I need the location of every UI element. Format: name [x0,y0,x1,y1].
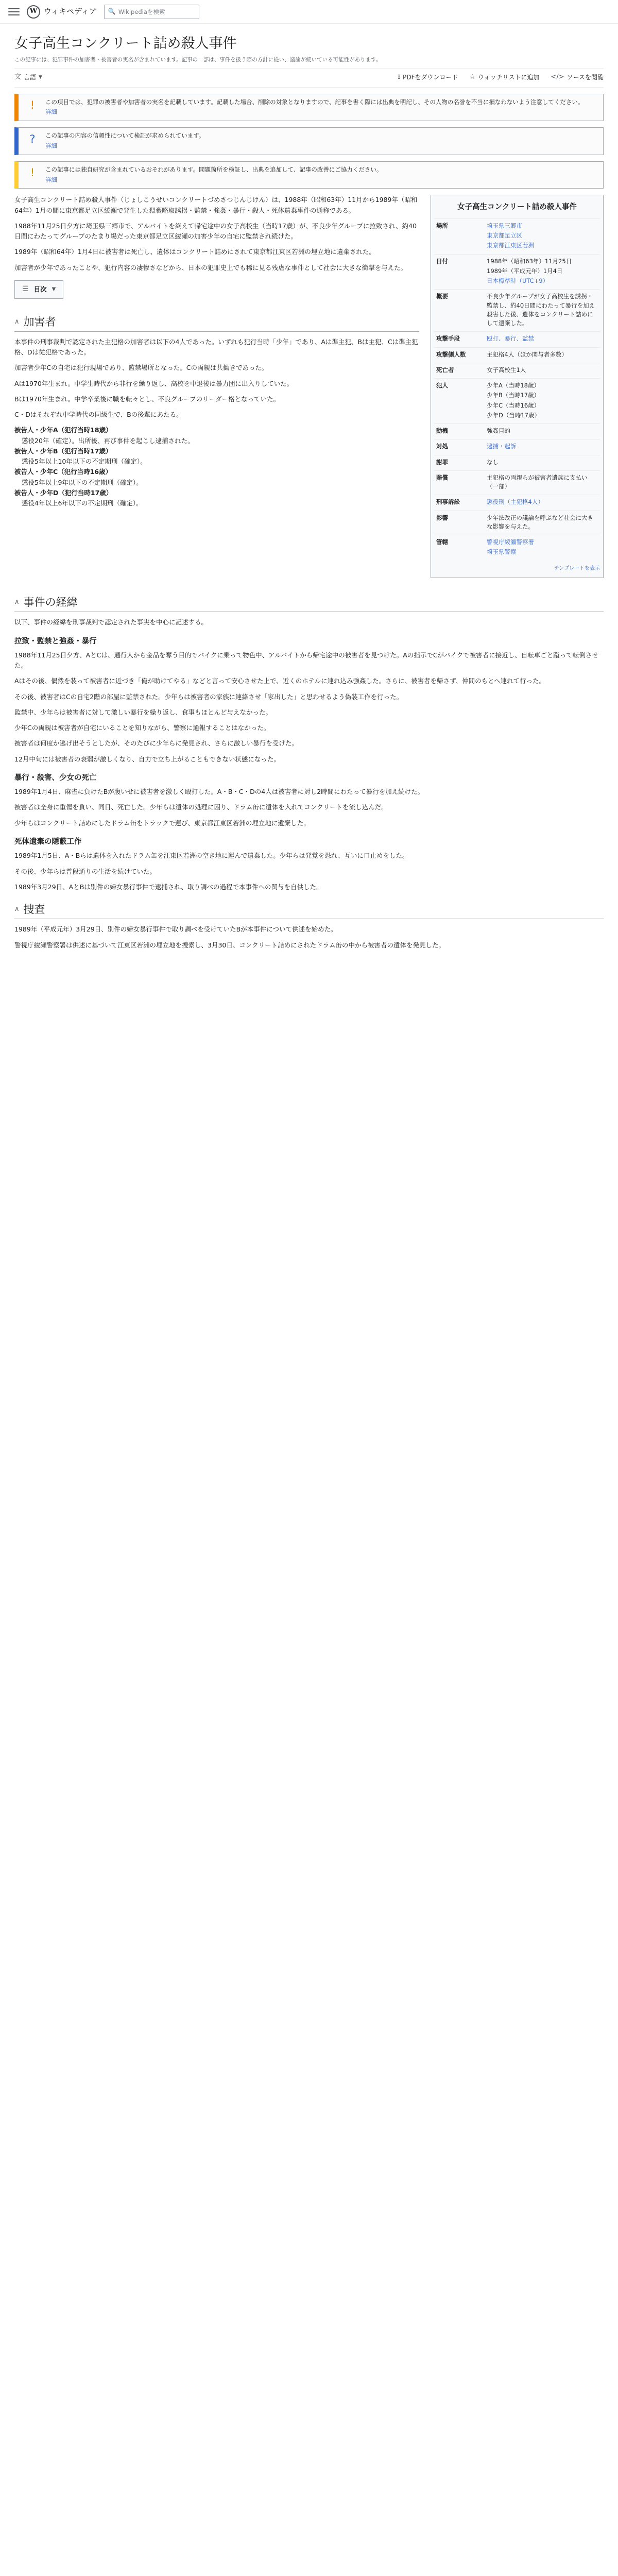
section-paragraph: 1989年3月29日、AとBは別件の婦女暴行事件で逮捕され、取り調べの過程で本事件への関与を自供した。 [14,883,323,891]
chevron-down-icon: ▼ [52,286,56,292]
chevron-down-icon: ▼ [39,74,42,80]
infobox-value: 少年C（当時16歳） [487,401,540,409]
wikipedia-globe-icon: W [27,5,40,19]
notice-detail-link[interactable]: 詳細 [45,176,57,183]
infobox-value: 不良少年グループが女子高校生を誘拐・監禁し、約40日間にわたって暴行を加え殺害した後、遺体をコンクリート詰めにして遺棄した。 [487,293,595,327]
infobox-title: 女子高生コンクリート詰め殺人事件 [457,203,577,212]
infobox-label: 管轄 [436,538,448,546]
page-body [0,35,618,951]
section-heading-investigation[interactable] [14,903,604,919]
translate-icon: 文 [14,73,22,81]
language-button[interactable] [14,72,42,82]
section-paragraph: 少年らはコンクリート詰めにしたドラム缶をトラックで運び、東京都江東区若洲の埋立地に遺棄した。 [14,819,310,827]
infobox-row-jurisdiction [434,535,600,561]
notice-box [14,94,604,122]
section-heading-timeline[interactable] [14,596,604,612]
infobox-label: 攻撃側人数 [436,350,466,358]
article-content [14,195,604,950]
pdf-download-label: PDFをダウンロード [403,74,458,81]
infobox-value: 少年D（当時17歳） [487,411,540,419]
infobox-link[interactable]: 埼玉県警察 [487,548,517,556]
infobox-link[interactable]: 殴打、暴行、監禁 [487,335,534,343]
infobox-label: 影響 [436,514,448,521]
section-paragraph: 1989年1月5日、A・Bらは遺体を入れたドラム缶を江東区若洲の空き地に運んで遺棄した。少年らは発覚を恐れ、互いに口止めをした。 [14,852,409,860]
infobox-row-deaths [434,363,600,378]
lead-paragraph: 加害者が少年であったことや、犯行内容の凄惨さなどから、日本の犯罪史上でも稀に見る残虐な事件として社会に大きな衝撃を与えた。 [14,263,407,272]
section-paragraph: 監禁中、少年らは被害者に対して激しい暴行を繰り返し、食事もほとんど与えなかった。 [14,708,272,716]
section-paragraph: その後、少年らは普段通りの生活を続けていた。 [14,867,157,875]
watchlist-button[interactable] [469,72,539,82]
section-paragraph: Aはその後、偶然を装って被害者に近づき「俺が助けてやる」などと言って安心させた上で、近くのホテルに連れ込み強姦した。さらに、被害者を帰さず、仲間のもとへ連れて行った。 [14,677,546,685]
infobox-value: 1988年（昭和63年）11月25日 [487,257,572,265]
perpetrator-term: 被告人・少年A（犯行当時18歳） [14,426,112,434]
infobox-label: 場所 [436,222,448,229]
section-paragraph: 以下、事件の経緯を刑事裁判で認定された事実を中心に記述する。 [14,618,208,626]
infobox-value: 少年B（当時17歳） [487,392,540,399]
perpetrator-desc: 懲役5年以上9年以下の不定期刑（確定）。 [22,478,143,486]
perpetrator-term: 被告人・少年D（犯行当時17歳） [14,488,113,497]
infobox [431,195,604,578]
notice-text: この記事には独自研究が含まれているおそれがあります。問題箇所を検証し、出典を追加して、記事の改善にご協力ください。 [45,165,383,173]
section-heading-perpetrators[interactable] [14,315,419,332]
star-icon: ☆ [469,73,476,81]
section-title: 事件の経緯 [23,596,78,609]
search-icon: 🔍 [108,8,116,15]
infobox-label: 概要 [436,293,448,300]
infobox-value: 主犯格4人（ほか関与者多数） [487,350,568,358]
view-source-label: ソースを閲覧 [566,74,604,81]
infobox-value: 少年A（当時18歳） [487,382,540,389]
warning-icon: ! [30,166,35,179]
collapse-chevron-icon: ∧ [14,317,20,326]
infobox-row-summary [434,289,600,331]
subsection-heading: 暴行・殺害、少女の死亡 [14,773,97,782]
notice-detail-link[interactable]: 詳細 [45,108,57,116]
infobox-value: 少年法改正の議論を呼ぶなど社会に大きな影響を与えた。 [487,514,593,530]
warning-icon: ! [30,99,35,112]
perpetrator-term: 被告人・少年B（犯行当時17歳） [14,447,112,455]
infobox-label: 日付 [436,257,448,265]
download-icon: ⭳ [398,73,401,81]
infobox-link[interactable]: 東京都足立区 [487,232,522,240]
infobox-link[interactable]: 懲役刑（主犯格4人） [487,498,544,506]
notice-box [14,161,604,189]
collapse-chevron-icon: ∧ [14,905,20,913]
infobox-link[interactable]: 埼玉県三郷市 [487,222,522,229]
notice-box [14,127,604,155]
infobox-row-criminal-case [434,495,600,510]
infobox-value: 1989年（平成元年）1月4日 [487,267,563,275]
subsection-heading: 死体遺棄の隠蔽工作 [14,837,82,846]
search-input[interactable] [118,8,195,15]
perpetrator-desc: 懲役5年以上10年以下の不定期刑（確定）。 [22,457,147,466]
notice-text: この項目では、犯罪の被害者や加害者の実名を記載しています。記載した場合、削除の対象となりますので、記事を書く際には出典を明記し、その人物の名誉を不当に損なわないよう注意してください。 [45,98,584,106]
section-paragraph: 本事件の刑事裁判で認定された主犯格の加害者は以下の4人であった。いずれも犯行当時「少年」であり、Aは準主犯、Bは主犯、Cは準主犯格、Dは従犯格であった。 [14,337,418,357]
list-icon: ☰ [22,284,29,293]
section-paragraph: 1988年11月25日夕方、AとCは、通行人から金品を奪う目的でバイクに乗って物色中、アルバイトから帰宅途中の被害者を見つけた。Aの指示でCがバイクで被害者に接近し、自転車ごと蹴って転倒させた。 [14,651,598,670]
code-icon: </> [551,73,564,81]
site-logo[interactable] [27,5,97,19]
view-source-button[interactable] [551,72,604,82]
infobox-link[interactable]: 東京都江東区若洲 [487,242,534,249]
infobox-label: 賠償 [436,473,448,481]
menu-icon[interactable] [8,8,20,15]
page-tagline: この記事には、犯罪事件の加害者・被害者の実名が含まれています。記事の一部は、事件を扱う際の方針に従い、議論が続いている可能性があります。 [14,56,382,63]
collapse-chevron-icon: ∧ [14,598,20,606]
infobox-link[interactable]: 警視庁綾瀬警察署 [487,538,534,546]
section-title: 加害者 [23,315,56,328]
lead-paragraph: 1989年（昭和64年）1月4日に被害者は死亡し、遺体はコンクリート詰めにされて東京都江東区若洲の埋立地に遺棄された。 [14,248,375,256]
section-paragraph: C・Dはそれぞれ中学時代の同級生で、Bの後輩にあたる。 [14,411,183,419]
section-paragraph: その後、被害者はCの自宅2階の部屋に監禁された。少年らは被害者の家族に連絡させ「家出した」と思わせるよう偽装工作を行った。 [14,692,403,701]
infobox-row-location [434,218,600,254]
infobox-row-attackers [434,347,600,363]
infobox-row-compensation [434,470,600,495]
section-paragraph: 被害者は何度か逃げ出そうとしたが、そのたびに少年らに発見され、さらに激しい暴行を受けた。 [14,739,298,748]
section-paragraph: 加害者少年Cの自宅は犯行現場であり、監禁場所となった。Cの両親は共働きであった。 [14,364,268,372]
infobox-row-apology [434,455,600,470]
infobox-label: 犯人 [436,382,448,389]
infobox-row-date [434,254,600,290]
language-label: 言語 [24,74,37,81]
infobox-link[interactable]: 日本標準時（UTC+9） [487,277,549,285]
section-paragraph: 警視庁綾瀬警察署は供述に基づいて江東区若洲の埋立地を捜索し、3月30日、コンクリート詰めにされたドラム缶の中から被害者の遺体を発見した。 [14,941,445,949]
infobox-label: 謝罪 [436,458,448,466]
infobox-row-impact [434,511,600,535]
site-name: ウィキペディア [44,6,97,16]
infobox-label: 刑事訴訟 [436,498,460,506]
watchlist-label: ウォッチリストに追加 [478,74,540,81]
section-paragraph: 1989年1月4日、麻雀に負けたBが腹いせに被害者を激しく殴打した。A・B・C・Dの4人は被害者に対し2時間にわたって暴行を加え続けた。 [14,788,424,796]
infobox-label: 攻撃手段 [436,335,460,343]
section-paragraph: 少年Cの両親は被害者が自宅にいることを知りながら、警察に通報することはなかった。 [14,724,270,732]
infobox-row-motive [434,423,600,439]
perpetrator-term: 被告人・少年C（犯行当時16歳） [14,468,112,476]
section-paragraph: 1989年（平成元年）3月29日、別件の婦女暴行事件で取り調べを受けていたBが本事件について供述を始めた。 [14,925,337,934]
infobox-value: 主犯格の両親らが被害者遺族に支払い（一部） [487,473,588,490]
section-paragraph: 12月中旬には被害者の衰弱が激しくなり、自力で立ち上がることもできない状態になった。 [14,755,280,763]
section-title: 捜査 [23,903,45,916]
top-bar [0,0,618,24]
table-of-contents-toggle[interactable] [14,280,63,299]
perpetrator-desc: 懲役4年以上6年以下の不定期刑（確定）。 [22,499,143,507]
lead-paragraph: 女子高生コンクリート詰め殺人事件（じょしこうせいコンクリートづめさつじんじけん）は、1988年（昭和63年）11月から1989年（昭和64年）1月の間に東京都足立区綾瀬で発生した猥褻略取誘拐・監禁・強姦・暴行・殺人・死体遺棄事件の通称である。 [14,196,418,214]
infobox-row-means [434,331,600,347]
infobox-row-response [434,439,600,454]
infobox-label: 死亡者 [436,366,454,374]
infobox-label: 動機 [436,427,448,435]
page-actions [14,68,604,88]
infobox-value: 女子高校生1人 [487,366,526,374]
notice-detail-link[interactable]: 詳細 [45,142,57,149]
search-box[interactable] [104,5,199,19]
section-paragraph: Bは1970年生まれ。中学卒業後に職を転々とし、不良グループのリーダー格となっていた。 [14,395,280,403]
toc-label: 目次 [33,285,47,294]
infobox-value: 強姦目的 [487,427,510,435]
perpetrator-desc: 懲役20年（確定）。出所後、再び事件を起こし逮捕された。 [22,436,194,445]
infobox-label: 対処 [436,443,448,450]
question-icon: ? [29,132,36,145]
infobox-value: なし [487,458,499,466]
lead-paragraph: 1988年11月25日夕方に埼玉県三郷市で、アルバイトを終えて帰宅途中の女子高校生（当時17歳）が、不良少年グループに拉致され、約40日間にわたってグループのたまり場だった東京都足立区綾瀬の加害少年の自宅に監禁され続けた。 [14,222,417,241]
subsection-heading: 拉致・監禁と強姦・暴行 [14,637,97,646]
infobox-link[interactable]: 逮捕・起訴 [487,443,517,450]
template-link[interactable]: テンプレートを表示 [554,565,600,571]
pdf-download-button[interactable] [398,72,458,82]
section-paragraph: Aは1970年生まれ。中学生時代から非行を繰り返し、高校を中退後は暴力団に出入りしていた。 [14,379,294,387]
section-paragraph: 被害者は全身に重傷を負い、同日、死亡した。少年らは遺体の処理に困り、ドラム缶に遺体を入れてコンクリートを流し込んだ。 [14,803,388,811]
infobox-row-perpetrators [434,378,600,423]
page-title: 女子高生コンクリート詰め殺人事件 [14,36,237,52]
notice-text: この記事の内容の信頼性について検証が求められています。 [45,132,205,140]
